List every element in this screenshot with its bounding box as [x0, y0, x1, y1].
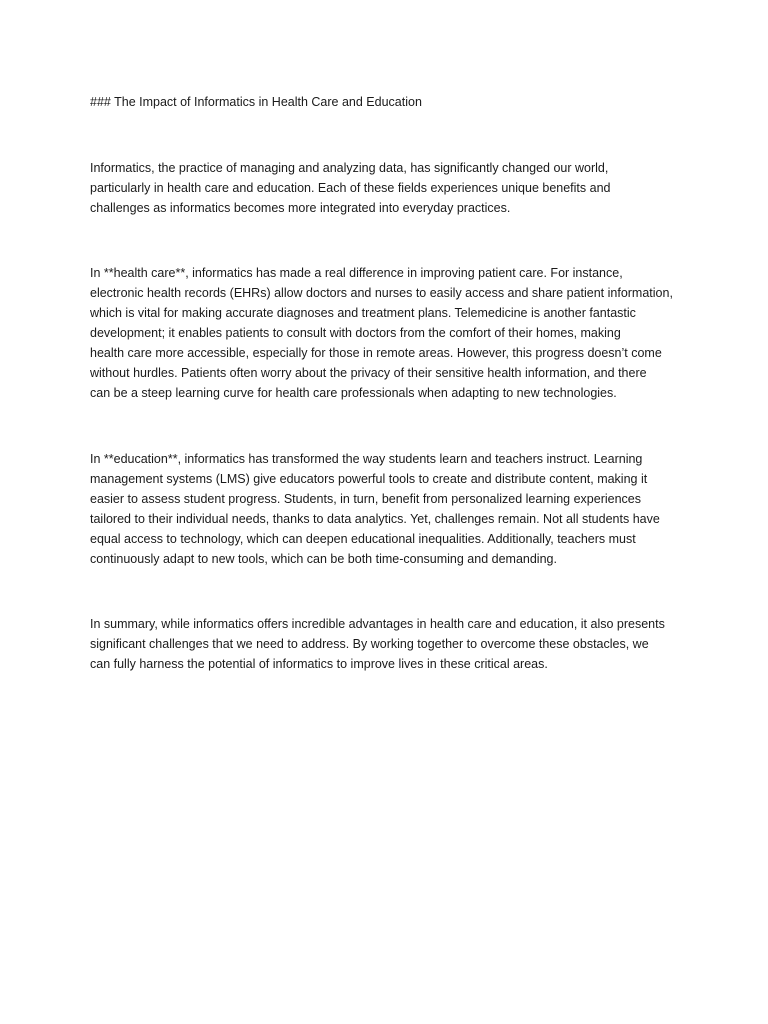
paragraph-introduction: Informatics, the practice of managing and analyzing data, has significantly changed our world, particularly in health care and education. Each of these fields experiences unique benefits and challenges as informatics becomes more integrated into everyday practices. [90, 161, 611, 215]
paragraph-education: In **education**, informatics has transformed the way students learn and teachers instruct. Learning management systems (LMS) give educators powerful tools to create and distribute content, making it easier to assess student progress. Students, in turn, benefit from personalized learning experiences tailored to their individual needs, thanks to data analytics. Yet, challenges remain. Not all students have equal access to technology, which can deepen educational inequalities. Additionally, teachers must continuously adapt to new tools, which can be both time-consuming and demanding. [90, 452, 660, 566]
document-heading: ### The Impact of Informatics in Health Care and Education [90, 95, 422, 109]
paragraph-summary: In summary, while informatics offers incredible advantages in health care and education, it also presents significant challenges that we need to address. By working together to overcome these obstacles, we can fully harness the potential of informatics to improve lives in these critical areas. [90, 617, 665, 671]
paragraph-health-care: In **health care**, informatics has made a real difference in improving patient care. For instance, electronic health records (EHRs) allow doctors and nurses to easily access and share patient information, which is vital for making accurate diagnoses and treatment plans. Telemedicine is another fantastic development; it enables patients to consult with doctors from the comfort of their homes, making health care more accessible, especially for those in remote areas. However, this progress doesn’t come without hurdles. Patients often worry about the privacy of their sensitive health information, and there can be a steep learning curve for health care professionals when adapting to new technologies. [90, 266, 673, 400]
